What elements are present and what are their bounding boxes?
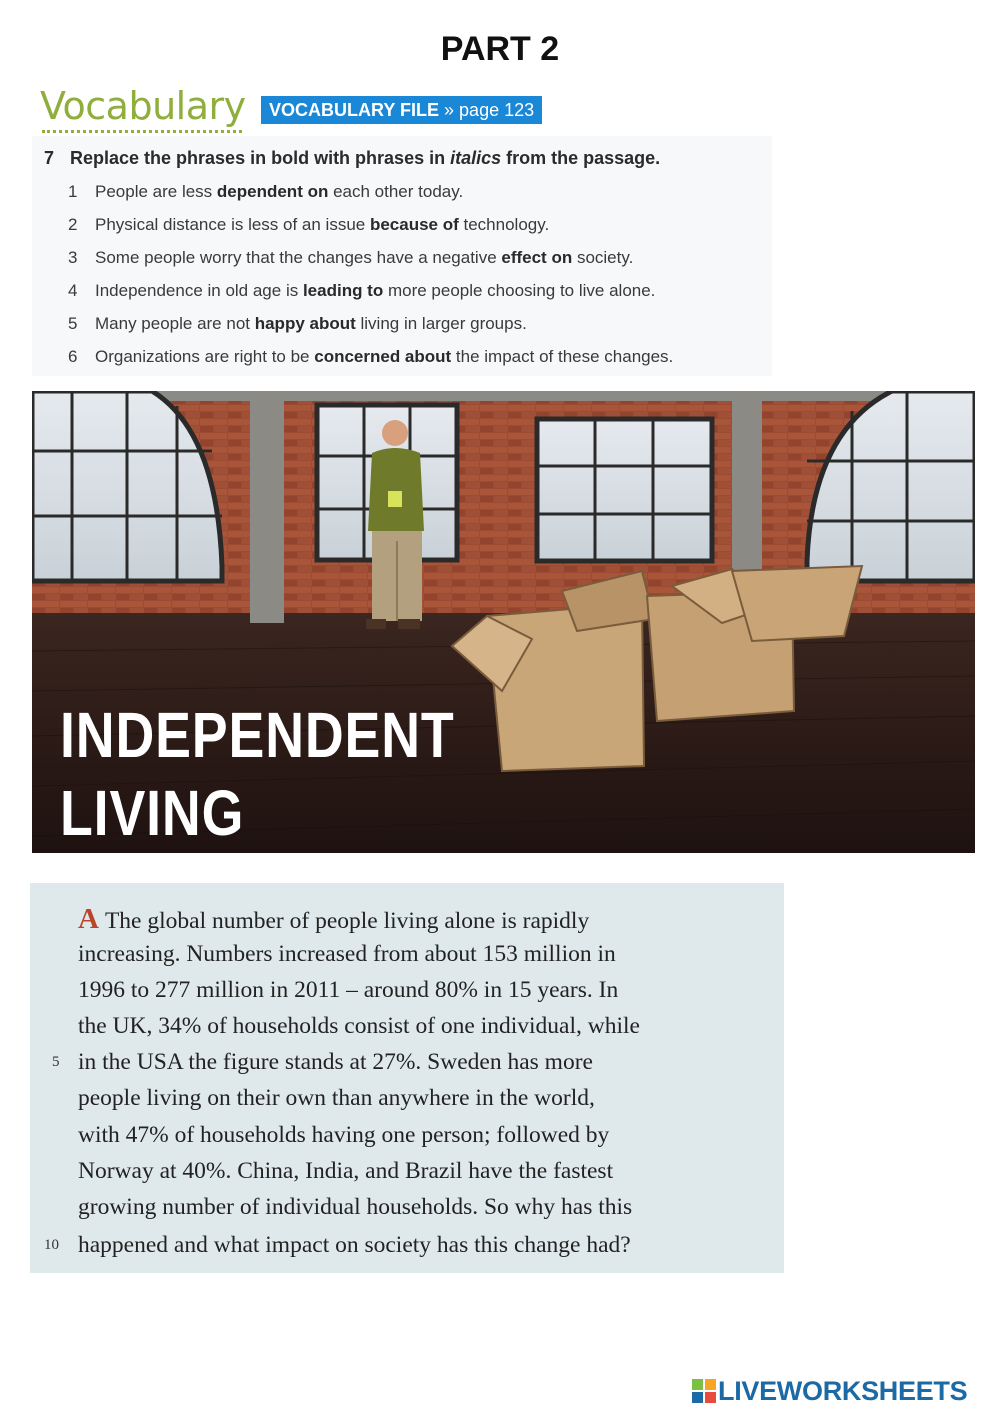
item-bold-phrase[interactable]: effect on <box>501 248 573 267</box>
item-text: Some people worry that the changes have a negative <box>95 248 502 267</box>
exercise-item <box>68 248 633 268</box>
item-text-end: technology. <box>458 215 550 234</box>
passage-line: growing number of individual households. So why has this <box>78 1194 633 1220</box>
passage-line: the UK, 34% of households consist of one individual, while <box>78 1013 640 1039</box>
passage-line: 1996 to 277 million in 2011 – around 80% in 15 years. In <box>78 977 619 1003</box>
exercise-7 <box>32 136 772 376</box>
passage-line: with 47% of households having one person; followed by <box>78 1122 610 1148</box>
passage-line: people living on their own than anywhere in the world, <box>78 1085 595 1111</box>
item-text-end: society. <box>572 248 634 267</box>
loft-photo <box>32 391 975 853</box>
exercise-item <box>68 314 527 334</box>
vocabulary-file-label: VOCABULARY FILE <box>269 100 440 120</box>
instruction-text: Replace the phrases in bold with phrases in <box>70 148 451 168</box>
item-number: 6 <box>68 347 78 366</box>
item-number: 5 <box>68 314 78 333</box>
item-bold-phrase[interactable]: because of <box>369 215 459 234</box>
passage-line: happened and what impact on society has this change had? <box>78 1232 631 1258</box>
reading-passage <box>30 883 784 1273</box>
heading-underline <box>42 130 242 133</box>
vocabulary-file-link[interactable] <box>261 96 542 124</box>
item-text-end: more people choosing to live alone. <box>383 281 656 300</box>
exercise-item <box>68 347 673 367</box>
item-number: 2 <box>68 215 78 234</box>
photo-title-line2: LIVING <box>60 777 245 849</box>
item-bold-phrase[interactable]: happy about <box>254 314 356 333</box>
page-title: PART 2 <box>440 30 560 68</box>
item-text: Organizations are right to be <box>95 347 315 366</box>
exercise-item <box>68 215 549 235</box>
exercise-number: 7 <box>44 148 55 168</box>
passage-line: in the USA the figure stands at 27%. Sweden has more <box>78 1049 593 1075</box>
vocabulary-file-page: » page 123 <box>444 100 535 120</box>
item-number: 4 <box>68 281 78 300</box>
concrete-pillar <box>250 391 284 623</box>
line-number-10: 10 <box>44 1237 59 1253</box>
passage-line <box>78 903 589 936</box>
instruction-italic: italics <box>450 148 502 168</box>
window-center-right <box>537 419 712 561</box>
item-text: Independence in old age is <box>95 281 303 300</box>
item-text: Physical distance is less of an issue <box>95 215 370 234</box>
exercise-item <box>68 281 655 301</box>
passage-line: increasing. Numbers increased from about 153 million in <box>78 941 616 967</box>
item-bold-phrase[interactable]: leading to <box>302 281 384 300</box>
liveworksheets-logo-icon <box>692 1379 716 1403</box>
item-text: Many people are not <box>95 314 255 333</box>
instruction-text-end: from the passage. <box>501 148 661 168</box>
line-number-5: 5 <box>52 1054 60 1070</box>
paragraph-letter: A <box>78 903 99 935</box>
passage-line: Norway at 40%. China, India, and Brazil have the fastest <box>78 1158 614 1184</box>
item-text-end: each other today. <box>328 182 464 201</box>
item-number: 1 <box>68 182 78 201</box>
exercise-instruction <box>44 148 660 169</box>
photo-title-line1: INDEPENDENT <box>60 699 455 771</box>
vocabulary-heading: Vocabulary <box>40 84 246 128</box>
item-bold-phrase[interactable]: dependent on <box>216 182 329 201</box>
item-number: 3 <box>68 248 78 267</box>
item-text-end: living in larger groups. <box>355 314 527 333</box>
item-text-end: the impact of these changes. <box>451 347 674 366</box>
brand-name: LIVEWORKSHEETS <box>718 1376 968 1406</box>
passage-line-text: The global number of people living alone is rapidly <box>104 908 590 934</box>
item-bold-phrase[interactable]: concerned about <box>314 347 452 366</box>
exercise-item <box>68 182 463 202</box>
item-text: People are less <box>95 182 217 201</box>
